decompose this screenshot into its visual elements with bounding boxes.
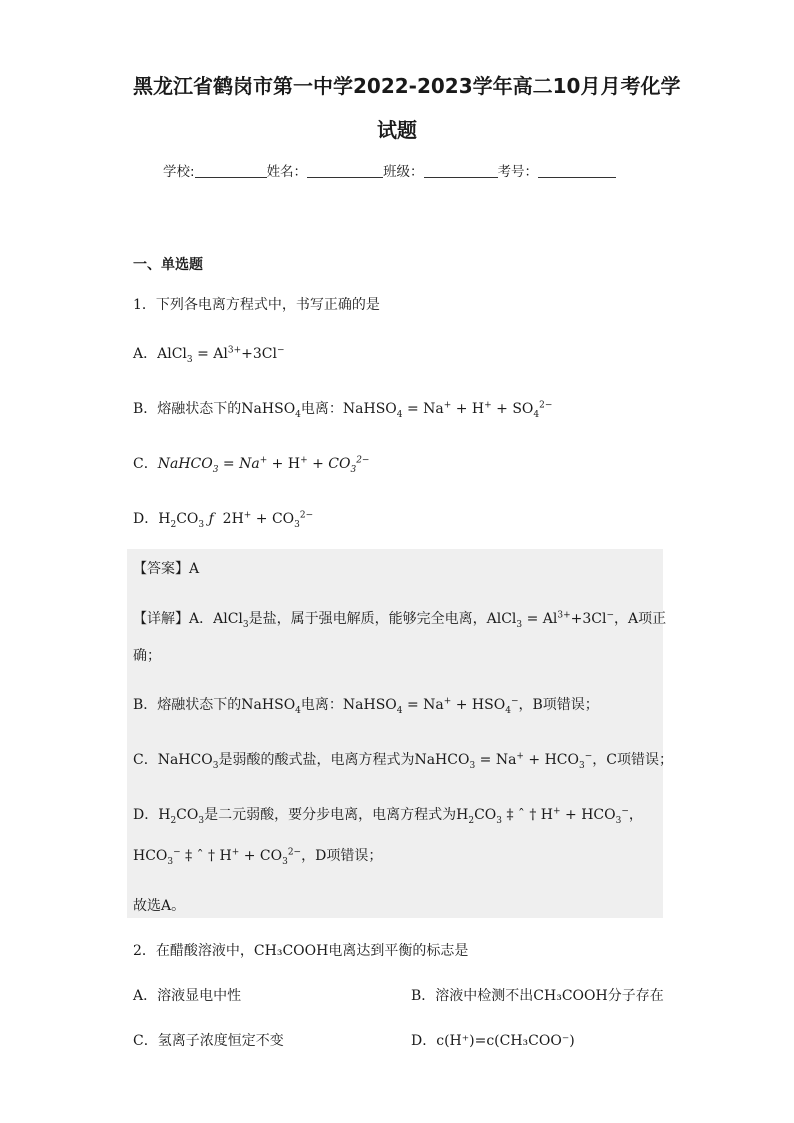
q1-conclusion: 故选A。 bbox=[133, 898, 186, 914]
page-title: 黑龙江省鹤岗市第一中学2022-2023学年高二10月月考化学 bbox=[133, 74, 681, 98]
q1-option-c: C．NaHCO$_3$ = $Na^+ + H^+ + CO_3^{2-}$ bbox=[133, 455, 370, 475]
q2-option-a: A．溶液显电中性 bbox=[133, 988, 242, 1004]
q1-detail-d: D．$H_2CO_3$是二元弱酸，要分步电离，电离方程式为$H_2CO_3$ ‡ ˆ † $H^+ + HCO_3^-$， bbox=[133, 806, 643, 826]
section-title: 一、单选题 bbox=[133, 257, 203, 273]
page-title-line2: 试题 bbox=[377, 118, 417, 142]
q1-answer: 【答案】A bbox=[133, 561, 200, 577]
q1-option-d: D．$H_2CO_3$ ƒ $2H^+ + CO_3^{2-}$ bbox=[133, 510, 314, 530]
exam-no-blank[interactable] bbox=[538, 165, 616, 178]
q2-stem: 2．在醋酸溶液中，CH₃COOH电离达到平衡的标志是 bbox=[133, 943, 469, 959]
student-info-line bbox=[163, 160, 616, 180]
class-blank[interactable] bbox=[424, 165, 498, 178]
q1-detail-b: B．熔融状态下的NaHSO$_4$电离：NaHSO$_4$ = $Na^+ + HSO_4^-$，B项错误； bbox=[133, 696, 599, 716]
q1-stem: 1．下列各电离方程式中，书写正确的是 bbox=[133, 297, 380, 313]
q1-detail-d-cont: $HCO_3^-$ ‡ ˆ † $H^+ + CO_3^{2-}$，D项错误； bbox=[133, 847, 383, 867]
exam-no-label: 考号： bbox=[497, 164, 539, 180]
school-blank[interactable] bbox=[195, 165, 267, 178]
class-label: 班级： bbox=[383, 164, 424, 180]
name-blank[interactable] bbox=[307, 165, 383, 178]
q1-detail-a-cont: 确； bbox=[133, 648, 161, 664]
q2-option-b: B．溶液中检测不出CH₃COOH分子存在 bbox=[411, 988, 664, 1004]
q1-option-b: B．熔融状态下的NaHSO$_4$电离：NaHSO$_4$ = $Na^+ + H^+ + SO_4^{2-}$ bbox=[133, 400, 553, 420]
q1-detail-c: C．NaHCO$_3$是弱酸的酸式盐，电离方程式为NaHCO$_3$ = $Na^+ + HCO_3^-$，C项错误； bbox=[133, 751, 673, 771]
q2-option-c: C．氢离子浓度恒定不变 bbox=[133, 1033, 284, 1049]
school-label: 学校: bbox=[163, 164, 195, 180]
q1-detail-a: 【详解】A．AlCl$_3$是盐，属于强电解质，能够完全电离，AlCl$_3$ = $Al^{3+}+3Cl^-$，A项正 bbox=[133, 610, 667, 630]
q2-option-d: D．c(H⁺)=c(CH₃COO⁻) bbox=[411, 1033, 575, 1049]
name-label: 姓名： bbox=[266, 164, 308, 180]
q1-option-a: A．AlCl$_3$ = $Al^{3+}+3Cl^-$ bbox=[133, 345, 285, 365]
